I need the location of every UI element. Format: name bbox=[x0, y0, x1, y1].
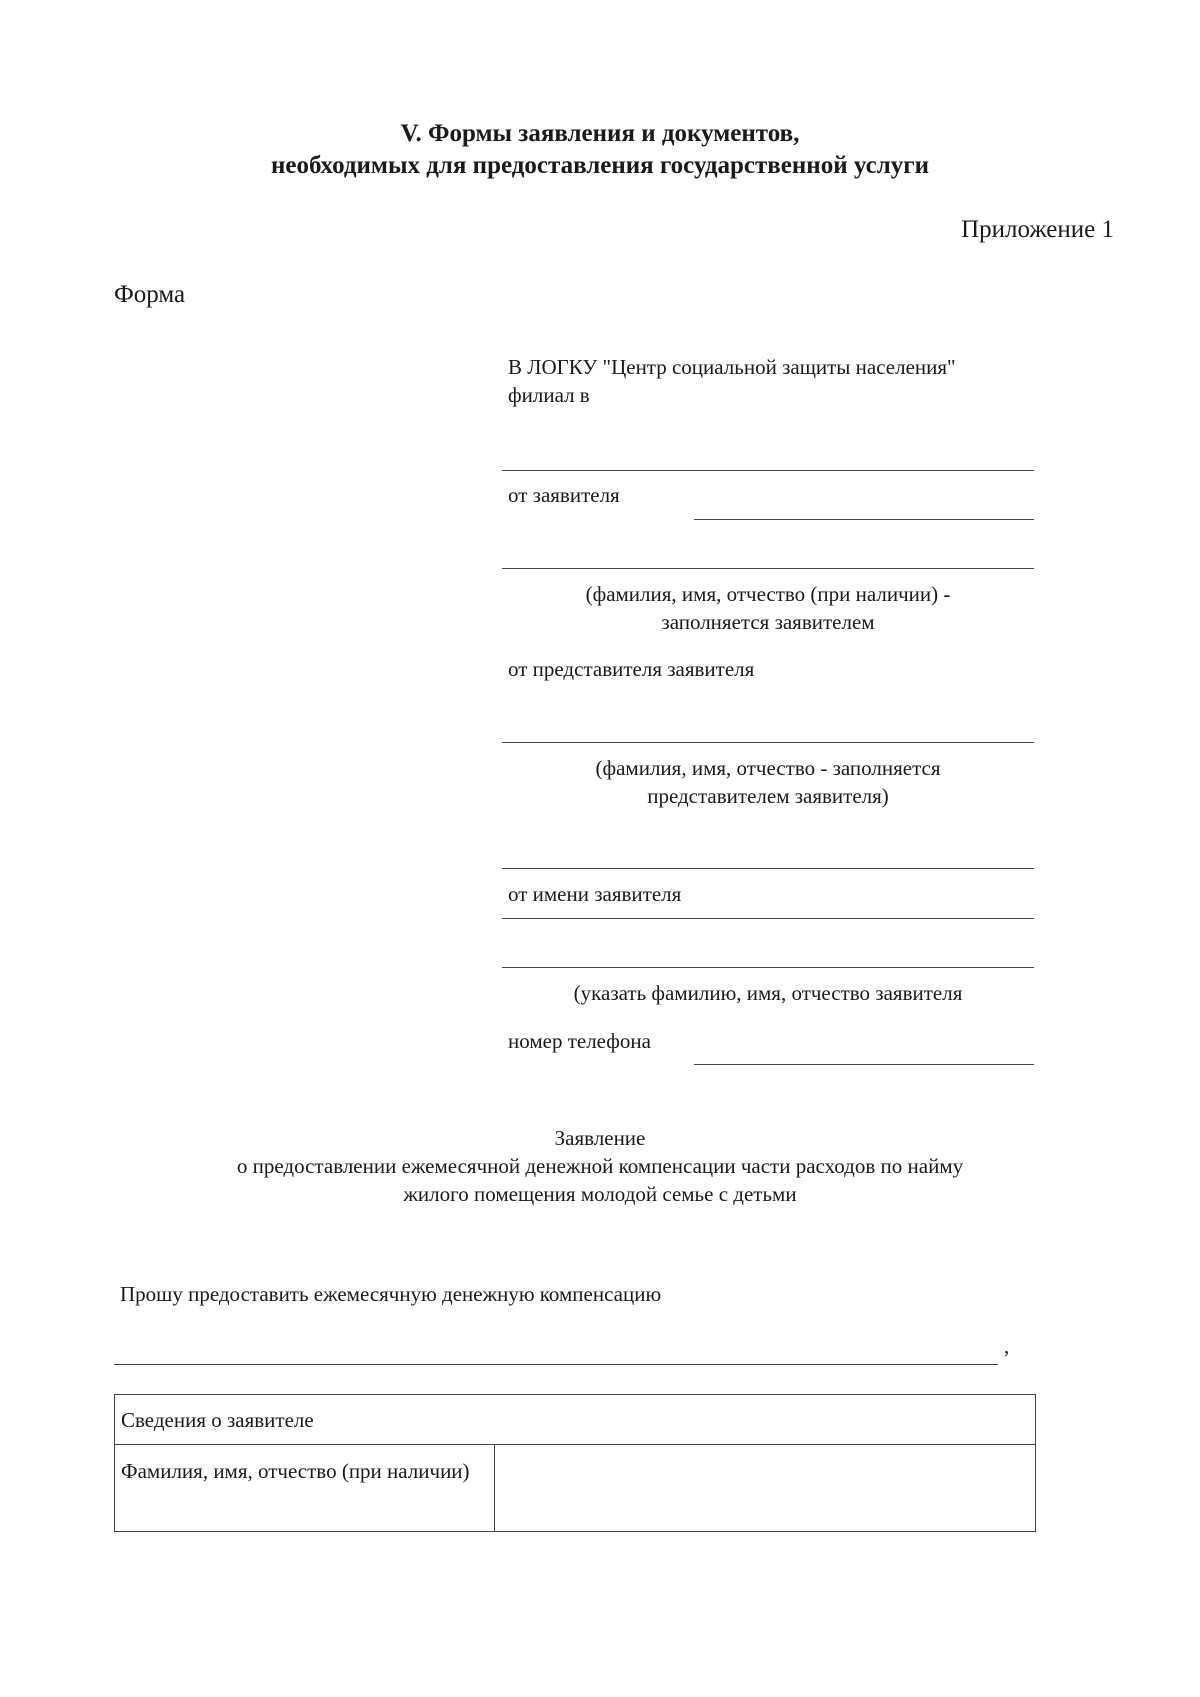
form-label: Форма bbox=[114, 281, 186, 308]
full-name-value-cell[interactable] bbox=[495, 1445, 1036, 1532]
applicant-info-table bbox=[114, 1394, 1036, 1532]
representative-hint-line-2: представителем заявителя) bbox=[647, 784, 889, 808]
table-header-row bbox=[115, 1395, 1036, 1445]
on-behalf-field-line-2[interactable] bbox=[502, 918, 1034, 919]
full-name-label-cell: Фамилия, имя, отчество (при наличии) bbox=[115, 1445, 495, 1532]
addressee-line-1: В ЛОГКУ "Центр социальной защиты населения" bbox=[508, 355, 956, 379]
request-trailing-comma: , bbox=[1004, 1334, 1010, 1358]
compensation-field-line[interactable] bbox=[114, 1364, 998, 1365]
representative-field-line[interactable] bbox=[502, 742, 1034, 743]
on-behalf-label: от имени заявителя bbox=[508, 882, 682, 906]
phone-field-line[interactable] bbox=[694, 1064, 1034, 1065]
table-row bbox=[115, 1445, 1036, 1532]
phone-label: номер телефона bbox=[508, 1029, 651, 1053]
on-behalf-hint: (указать фамилию, имя, отчество заявителя bbox=[573, 981, 963, 1005]
representative-hint-line-1: (фамилия, имя, отчество - заполняется bbox=[595, 756, 941, 780]
table-header-cell: Сведения о заявителе bbox=[115, 1395, 1036, 1445]
addressee-line-2: филиал в bbox=[508, 383, 590, 407]
branch-name-field-line[interactable] bbox=[502, 470, 1034, 471]
statement-heading: Заявление bbox=[554, 1126, 646, 1150]
representative-label: от представителя заявителя bbox=[508, 657, 755, 681]
applicant-name-hint-line-1: (фамилия, имя, отчество (при наличии) - bbox=[585, 582, 951, 606]
statement-line-1: о предоставлении ежемесячной денежной компенсации части расходов по найму bbox=[236, 1154, 964, 1178]
on-behalf-field-line-3[interactable] bbox=[502, 967, 1034, 968]
section-title-line-2: необходимых для предоставления государственной услуги bbox=[271, 152, 929, 179]
appendix-label: Приложение 1 bbox=[961, 216, 1114, 243]
section-title-line-1: V. Формы заявления и документов, bbox=[400, 120, 800, 147]
applicant-field-line-2[interactable] bbox=[502, 568, 1034, 569]
on-behalf-field-line-1[interactable] bbox=[502, 868, 1034, 869]
applicant-name-hint-line-2: заполняется заявителем bbox=[661, 610, 875, 634]
applicant-from-label: от заявителя bbox=[508, 483, 620, 507]
statement-line-2: жилого помещения молодой семье с детьми bbox=[403, 1182, 797, 1206]
applicant-field-line-1[interactable] bbox=[694, 519, 1034, 520]
request-text: Прошу предоставить ежемесячную денежную компенсацию bbox=[120, 1282, 662, 1306]
